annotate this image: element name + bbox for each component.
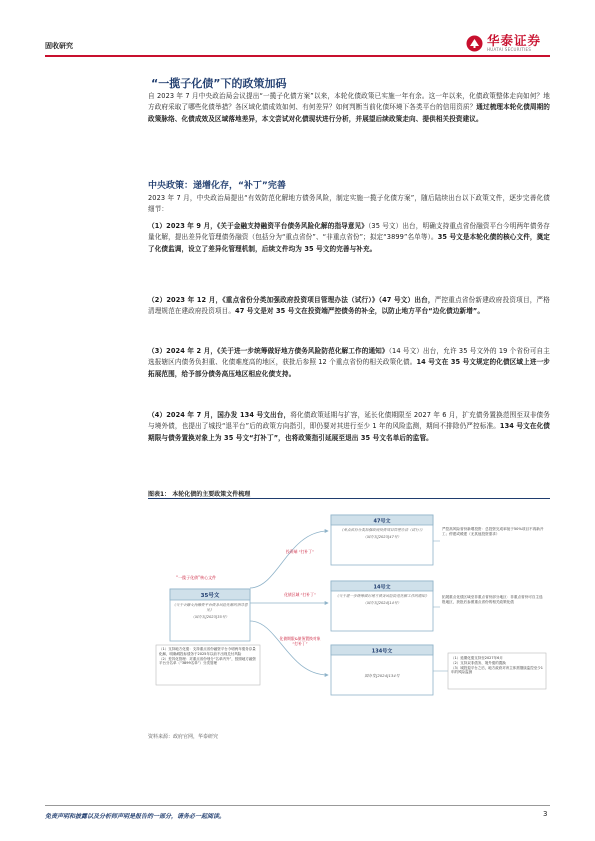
intro-text: 自 2023 年 7 月中央政治局会议提出“一揽子化债方案”以来，本轮化债政策已实施一年有余。这一年以来，化债政策整体走向如何？地方政府采取了哪些化债举措？各区域化债成效如何、有何差异？如何判断当前化债环境下各类平台的信用资质？ — [148, 92, 550, 112]
doc14-name: 《关于进一步统筹做好地方债务风险防范化解工作的通知》 — [335, 594, 429, 598]
logo-english-name: HUATAI SECURITIES — [487, 47, 532, 52]
huatai-logo — [466, 34, 541, 52]
policy-flow-diagram — [148, 503, 550, 725]
doc134-code: 国办发[2024]134号 — [364, 673, 400, 678]
policy-item-4-head: （4）2024 年 7 月，国办发 134 号文出台， — [148, 411, 291, 419]
doc47-note: 严控高风险省份新增投资：总投资完成率低于50%项目不再新开工；停建或缓建（无其他投资需求） — [442, 527, 544, 536]
doc35-number: 35号文 — [200, 593, 220, 599]
policy-item-1-tail: 35 号文是本轮化债的核心文件，奠定了化债监调，设立了差异化管理机制，后续文件均为 35 号文的完善与补充。 — [148, 233, 550, 253]
logo-chinese-name: 华泰证券 — [487, 33, 542, 48]
figure-title-rule — [148, 498, 550, 499]
doc47-name: 《重点省份分类加强政府投资项目管理办法（试行）》 — [339, 528, 425, 532]
doc35-name: 《关于金融支持融资平台债务风险化解的指导意见》 — [172, 603, 248, 613]
arrow-label-14: 化债区域 “打补丁” — [284, 592, 316, 597]
doc14-number: 14号文 — [373, 584, 391, 591]
doc47-code: （国办发[2023]47号） — [362, 535, 402, 540]
section-title: “一揽子化债”下的政策加码 — [151, 77, 287, 90]
arrow-label-134: 化债期限&债务置换对象 “打补丁” — [279, 636, 321, 646]
policy-flow-svg — [148, 503, 550, 725]
policy-item-3-tail: 14 号文在 35 号文规定的化债区域上进一步拓展范围，给予部分债务高压地区相应化债支持。 — [148, 358, 550, 378]
policy-item-2-tail: 47 号文是对 35 号文在投资端严控债务的补全，以防止地方平台“边化债边新增”。 — [235, 307, 485, 316]
footer-divider — [45, 805, 550, 806]
doc134-number: 134号文 — [371, 648, 393, 655]
footer-disclaimer: 免责声明和披露以及分析师声明是报告的一部分，请务必一起阅读。 — [45, 813, 226, 820]
report-type: 固收研究 — [45, 42, 73, 50]
policy-item-2 — [148, 295, 550, 318]
policy-item-1 — [148, 221, 550, 255]
policy-item-4-tail: 134 号文在化债期限与债务置换对象上为 35 号文“打补丁”，也将政策指引延展至退出 35 号文名单后的监管。 — [148, 422, 550, 442]
intro-bold-text: 通过梳理本轮化债周期的政策脉络、化债成效及区域落地差异，本文尝试对化债现状进行分析，并展望后续政策走向、提供相关投资建议。 — [148, 103, 550, 123]
doc134-note-2: （2）支持双非债务、境外债的置换 — [451, 660, 506, 665]
doc14-note: 拓展重点化债区域至非重点省份部分地区：非重点省份可自主选报地区，获批后参照重点省份的相关政策化债 — [442, 595, 543, 604]
doc35-note-1: （1）支持地方化债：支持重点省份融资平台今明两年债务存量化解，明确城投标债务于2025年以前不出现兑付风险 — [159, 647, 256, 656]
page-header — [0, 0, 595, 58]
policy-item-3-head: （3）2024 年 2 月，《关于进一步统筹做好地方债务风险防范化解工作的通知》 — [148, 347, 389, 355]
doc14-code: （国办发[2024]14号） — [362, 601, 402, 606]
policy-item-4-body: 将化债政策延期与扩容，延长化债期限至 2027 年 6 月，扩充债务置换范围至双非债务与境外债，也提出了城投“退平台”后的政策方向指引，即仍要对其进行至少 1 年的风险监测，期间不排除仍严控标准。 — [148, 411, 550, 431]
policy-item-2-body: 严控重点省份新建政府投资项目，严格清理规范在建政府投资项目。 — [148, 296, 550, 316]
huatai-logo-icon — [466, 35, 483, 52]
intro-paragraph — [148, 91, 550, 125]
policy-item-3-body: （14 号文）出台，允许 35 号文外的 19 个省份可自主选报辖区内债务负担重、化债难度高的地区，获批后参照 12 个重点省份的相关政策化债。 — [148, 347, 550, 367]
page-number: 3 — [543, 810, 548, 818]
policy-item-2-head: （2）2023 年 12 月，《重点省份分类加强政府投资项目管理办法（试行）》（47 号文）出台， — [148, 296, 435, 304]
figure-title: 图表1： 本轮化债的主要政策文件梳理 — [148, 491, 251, 498]
policy-item-4 — [148, 410, 550, 444]
policy-item-1-body: （35 号文）出台，明确支持重点省份融资平台今明两年债务存量化解，提出差异化管理债务融资（包括分为“重点省份”、“非重点省份”；拟定“3899”名单等）。 — [148, 222, 550, 242]
policy-item-3 — [148, 346, 550, 380]
header-divider — [45, 55, 550, 57]
doc134-note-3: （3）城投退平台之后，地方政府对该主体需继续监控至少1年的风险监测 — [451, 665, 543, 675]
core-file-label: “一揽子化债”核心文件 — [176, 575, 217, 580]
doc134-note-1: （1）延期化债支持至2027年6月 — [451, 656, 503, 660]
doc35-code: （国办发[2023]35号） — [190, 615, 230, 620]
doc47-number: 47号文 — [373, 518, 391, 525]
figure-source: 资料来源：政府官网，华泰研究 — [148, 734, 219, 740]
policy-item-1-head: （1）2023 年 9 月，《关于金融支持融资平台债务风险化解的指导意见》 — [148, 222, 368, 230]
central-intro-paragraph: 2023 年 7 月，中央政治局提出“有效防范化解地方债务风险，制定实施一揽子化债方案”，随后陆续出台以下政策文件，逐步完善化债细节： — [148, 194, 550, 214]
subsection-title: 中央政策：递增化存，“补丁”完善 — [148, 181, 286, 191]
arrow-label-47: 投资端 “打补丁” — [286, 549, 314, 554]
doc35-note-2: （2）差异化管理：对重点省份划分“名单内外”，按照地方融资平台分名单（“3899名单”）分类管理 — [159, 656, 256, 666]
